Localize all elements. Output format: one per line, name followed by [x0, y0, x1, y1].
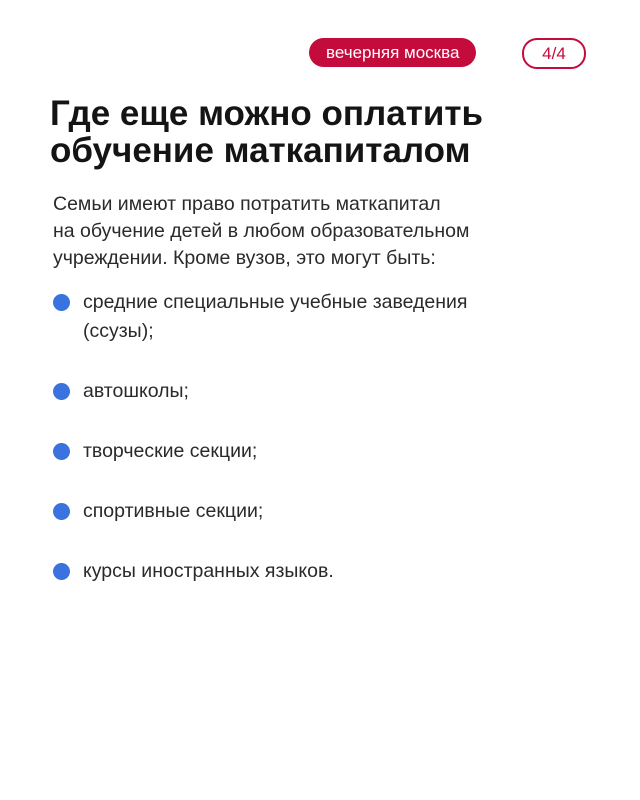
- bullet-dot-icon: [53, 294, 70, 311]
- list-item-text: (ссузы);: [83, 320, 154, 342]
- list-item-text: спортивные секции;: [83, 500, 264, 522]
- list-item-text: курсы иностранных языков.: [83, 560, 334, 582]
- intro-line: Семьи имеют право потратить маткапитал: [53, 193, 441, 215]
- bullet-dot-icon: [53, 503, 70, 520]
- bullet-dot-icon: [53, 563, 70, 580]
- intro-line: учреждении. Кроме вузов, это могут быть:: [53, 247, 436, 269]
- institution-list: [53, 288, 593, 617]
- page-title: [50, 95, 610, 169]
- list-item-text: творческие секции;: [83, 440, 258, 462]
- brand-badge: вечерняя москва: [309, 38, 476, 67]
- list-item-text: автошколы;: [83, 380, 189, 402]
- list-item-text: средние специальные учебные заведения: [83, 291, 468, 313]
- list-item: [53, 557, 593, 586]
- intro-paragraph: [53, 191, 608, 272]
- list-item: [53, 377, 593, 406]
- page-indicator: 4/4: [522, 38, 586, 69]
- title-line: обучение маткапиталом: [50, 131, 471, 170]
- bullet-dot-icon: [53, 383, 70, 400]
- list-item: [53, 437, 593, 466]
- bullet-dot-icon: [53, 443, 70, 460]
- list-item: [53, 288, 593, 346]
- intro-line: на обучение детей в любом образовательном: [53, 220, 470, 242]
- list-item: [53, 497, 593, 526]
- title-line: Где еще можно оплатить: [50, 94, 484, 133]
